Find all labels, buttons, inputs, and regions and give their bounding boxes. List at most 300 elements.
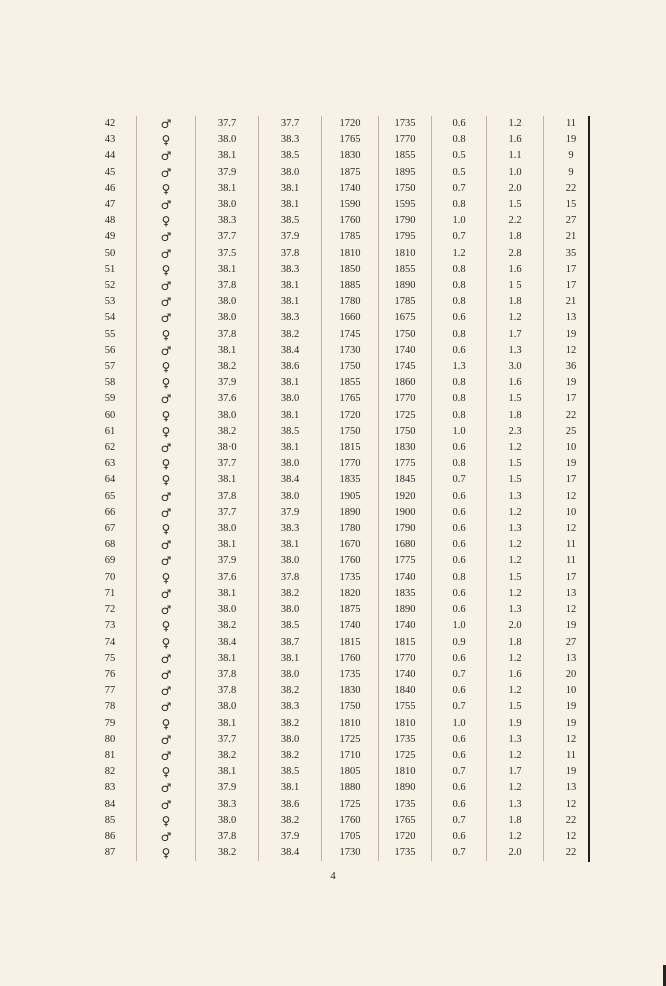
table-cell: 17 <box>565 474 577 486</box>
table-cell: 21 <box>565 231 577 243</box>
table-row <box>84 764 598 780</box>
table-cell: 1830 <box>322 683 379 699</box>
table-cell: ♀ <box>137 635 196 651</box>
table-cell: 1.0 <box>432 716 487 732</box>
table-cell: 0.6 <box>432 748 487 764</box>
table-row <box>84 197 598 213</box>
table-cell: 54 <box>84 310 137 326</box>
table-right-border <box>588 116 590 862</box>
table-cell: 38.0 <box>259 553 322 569</box>
table-cell: 45 <box>84 165 137 181</box>
table-cell: 38.1 <box>196 764 259 780</box>
table-cell: 0.6 <box>432 553 487 569</box>
table-cell: 82 <box>84 764 137 780</box>
table-cell: 86 <box>84 829 137 845</box>
table-cell: ♂ <box>137 748 196 764</box>
table-cell: 37.8 <box>259 570 322 586</box>
table-cell: 38.1 <box>259 651 322 667</box>
table-row <box>84 829 598 845</box>
table-cell: 60 <box>84 408 137 424</box>
table-cell: 1810 <box>379 764 432 780</box>
table-cell: 43 <box>84 132 137 148</box>
table-cell: 38.6 <box>259 359 322 375</box>
table-cell: ♂ <box>137 310 196 326</box>
table-cell: 71 <box>84 586 137 602</box>
table-cell: 0.8 <box>432 262 487 278</box>
table-cell: 0.8 <box>432 132 487 148</box>
table-cell: 38.2 <box>196 845 259 861</box>
table-cell: 48 <box>84 213 137 229</box>
table-cell: 1.8 <box>487 813 544 829</box>
table-cell: 0.7 <box>432 699 487 715</box>
table-cell: 38.0 <box>259 667 322 683</box>
table-cell: 0.6 <box>432 343 487 359</box>
table-cell: 38.2 <box>259 813 322 829</box>
table-cell: 87 <box>84 845 137 861</box>
table-cell: 78 <box>84 699 137 715</box>
table-cell: 84 <box>84 797 137 813</box>
table-cell: 1.2 <box>487 780 544 796</box>
table-cell: 38.2 <box>259 586 322 602</box>
table-cell: 11 <box>565 555 577 567</box>
table-cell: 38.2 <box>259 683 322 699</box>
table-cell: 2.0 <box>487 845 544 861</box>
table-row <box>84 586 598 602</box>
table-cell: 38.0 <box>196 294 259 310</box>
table-cell: 1725 <box>322 732 379 748</box>
table-cell: 17 <box>565 280 577 292</box>
table-cell: 1810 <box>322 716 379 732</box>
table-cell: 79 <box>84 716 137 732</box>
table-cell: ♂ <box>137 246 196 262</box>
table-cell: 1.5 <box>487 472 544 488</box>
table-cell: 1740 <box>379 343 432 359</box>
table-cell: 38.1 <box>196 586 259 602</box>
table-row <box>84 797 598 813</box>
table-cell: 38.3 <box>259 310 322 326</box>
table-cell: 0.6 <box>432 310 487 326</box>
table-cell: 38.0 <box>196 521 259 537</box>
table-cell: ♂ <box>137 797 196 813</box>
table-cell: 2.0 <box>487 618 544 634</box>
table-cell: 1760 <box>322 651 379 667</box>
table-cell: 37.9 <box>259 229 322 245</box>
table-cell: 1750 <box>322 699 379 715</box>
table-cell: 1.0 <box>432 618 487 634</box>
table-cell: 1745 <box>379 359 432 375</box>
table-cell: 1735 <box>379 732 432 748</box>
table-cell: 13 <box>565 312 577 324</box>
table-cell: 1770 <box>322 456 379 472</box>
table-cell: 1765 <box>322 391 379 407</box>
table-cell: 1740 <box>322 181 379 197</box>
table-cell: 38.5 <box>259 618 322 634</box>
table-cell: 38.5 <box>259 148 322 164</box>
table-cell: 12 <box>565 604 577 616</box>
table-cell: 1805 <box>322 764 379 780</box>
table-cell: 1.2 <box>487 748 544 764</box>
table-row <box>84 602 598 618</box>
table-row <box>84 456 598 472</box>
table-cell: 17 <box>565 263 577 275</box>
table-cell: 0.9 <box>432 635 487 651</box>
table-cell: 11 <box>565 539 577 551</box>
table-cell: 20 <box>565 668 577 680</box>
table-cell: 1895 <box>379 165 432 181</box>
table-cell: ♀ <box>137 456 196 472</box>
table-row <box>84 440 598 456</box>
table-cell: 0.8 <box>432 294 487 310</box>
table-cell: 38.2 <box>196 359 259 375</box>
table-cell: 0.6 <box>432 780 487 796</box>
table-cell: 68 <box>84 537 137 553</box>
table-cell: 61 <box>84 424 137 440</box>
table-cell: 1765 <box>322 132 379 148</box>
table-cell: 19 <box>565 766 577 778</box>
table-cell: ♀ <box>137 262 196 278</box>
table-cell: 49 <box>84 229 137 245</box>
table-cell: 1775 <box>379 553 432 569</box>
data-table <box>84 116 598 861</box>
table-cell: 51 <box>84 262 137 278</box>
table-cell: 12 <box>565 798 577 810</box>
table-cell: 1.0 <box>487 165 544 181</box>
table-cell: 13 <box>565 587 577 599</box>
table-cell: 19 <box>565 701 577 713</box>
table-cell: 38.4 <box>259 343 322 359</box>
table-cell: 19 <box>565 134 577 146</box>
table-cell: ♂ <box>137 505 196 521</box>
table-cell: 38.1 <box>196 181 259 197</box>
table-cell: ♂ <box>137 343 196 359</box>
table-cell: 1745 <box>322 327 379 343</box>
table-cell: ♀ <box>137 132 196 148</box>
table-cell: 1.2 <box>487 829 544 845</box>
table-cell: 1810 <box>322 246 379 262</box>
table-cell: 0.6 <box>432 586 487 602</box>
table-cell: 0.8 <box>432 375 487 391</box>
table-cell: 1735 <box>379 116 432 132</box>
table-cell: 1760 <box>322 213 379 229</box>
table-cell: 37.8 <box>259 246 322 262</box>
table-cell: ♂ <box>137 116 196 132</box>
data-table-container <box>84 116 590 862</box>
table-row <box>84 165 598 181</box>
table-cell: ♂ <box>137 683 196 699</box>
table-cell: 38.1 <box>259 537 322 553</box>
table-cell: 0.6 <box>432 489 487 505</box>
table-cell: 37.7 <box>196 456 259 472</box>
table-cell: 3.0 <box>487 359 544 375</box>
table-row <box>84 813 598 829</box>
table-cell: 0.5 <box>432 148 487 164</box>
table-cell: 38.2 <box>259 716 322 732</box>
table-cell: 1660 <box>322 310 379 326</box>
table-cell: 81 <box>84 748 137 764</box>
table-cell: 1.2 <box>487 683 544 699</box>
table-cell: 37.7 <box>196 229 259 245</box>
table-cell: 11 <box>565 118 577 129</box>
table-cell: 56 <box>84 343 137 359</box>
table-row <box>84 359 598 375</box>
table-cell: 1810 <box>379 716 432 732</box>
table-cell: ♀ <box>137 327 196 343</box>
table-cell: 1790 <box>379 521 432 537</box>
table-cell: 1.6 <box>487 262 544 278</box>
table-cell: 66 <box>84 505 137 521</box>
table-cell: ♀ <box>137 521 196 537</box>
table-cell: 0.8 <box>432 278 487 294</box>
table-cell: 38.1 <box>259 408 322 424</box>
table-cell: 1.6 <box>487 132 544 148</box>
table-cell: 38.3 <box>259 262 322 278</box>
table-cell: 0.6 <box>432 116 487 132</box>
table-cell: 38.0 <box>259 602 322 618</box>
table-cell: ♂ <box>137 440 196 456</box>
table-cell: 42 <box>84 116 137 132</box>
table-cell: 0.6 <box>432 651 487 667</box>
table-cell: 38.2 <box>196 748 259 764</box>
table-cell: 38.1 <box>196 148 259 164</box>
table-cell: 10 <box>565 685 577 697</box>
table-cell: 1740 <box>379 667 432 683</box>
table-cell: 0.7 <box>432 229 487 245</box>
table-cell: 1725 <box>322 797 379 813</box>
table-row <box>84 375 598 391</box>
table-row <box>84 181 598 197</box>
table-cell: 1.1 <box>487 148 544 164</box>
table-cell: 0.6 <box>432 505 487 521</box>
table-cell: 1.2 <box>487 116 544 132</box>
table-cell: 1890 <box>379 278 432 294</box>
table-cell: 0.8 <box>432 456 487 472</box>
table-cell: 37.7 <box>196 505 259 521</box>
table-row <box>84 521 598 537</box>
table-cell: 1850 <box>322 262 379 278</box>
table-cell: 38.0 <box>196 197 259 213</box>
table-cell: 0.7 <box>432 667 487 683</box>
table-cell: 37.8 <box>196 489 259 505</box>
table-cell: 62 <box>84 440 137 456</box>
table-cell: ♀ <box>137 472 196 488</box>
table-cell: 1880 <box>322 780 379 796</box>
table-cell: 1765 <box>379 813 432 829</box>
table-cell: 1.8 <box>487 408 544 424</box>
table-cell: 2.0 <box>487 181 544 197</box>
table-cell: 1885 <box>322 278 379 294</box>
table-cell: 38.4 <box>259 845 322 861</box>
table-cell: 1.7 <box>487 764 544 780</box>
table-cell: 38.1 <box>259 278 322 294</box>
table-cell: 57 <box>84 359 137 375</box>
table-cell: 27 <box>565 636 577 648</box>
table-cell: 1815 <box>322 635 379 651</box>
table-cell: ♂ <box>137 148 196 164</box>
table-cell: 37.9 <box>259 829 322 845</box>
table-cell: 38.5 <box>259 213 322 229</box>
table-cell: 12 <box>565 344 577 356</box>
table-cell: 0.6 <box>432 537 487 553</box>
table-cell: 38.2 <box>259 327 322 343</box>
table-cell: 2.3 <box>487 424 544 440</box>
table-cell: 0.7 <box>432 472 487 488</box>
table-cell: 1.2 <box>487 440 544 456</box>
table-cell: 15 <box>565 199 577 211</box>
table-cell: 1.8 <box>487 294 544 310</box>
table-cell: 1835 <box>322 472 379 488</box>
table-cell: 1.0 <box>432 424 487 440</box>
table-cell: 38.0 <box>259 165 322 181</box>
table-cell: 19 <box>565 328 577 340</box>
table-cell: 1770 <box>379 651 432 667</box>
table-cell: ♀ <box>137 424 196 440</box>
table-cell: 1.3 <box>487 489 544 505</box>
table-row <box>84 213 598 229</box>
table-cell: 38.1 <box>196 651 259 667</box>
table-cell: 55 <box>84 327 137 343</box>
table-cell: 0.7 <box>432 764 487 780</box>
table-cell: ♀ <box>137 570 196 586</box>
table-cell: ♂ <box>137 829 196 845</box>
table-cell: 38.2 <box>196 618 259 634</box>
table-cell: 38.0 <box>196 813 259 829</box>
table-cell: 72 <box>84 602 137 618</box>
table-cell: 1.3 <box>432 359 487 375</box>
table-cell: 38.0 <box>196 699 259 715</box>
table-cell: 1735 <box>322 570 379 586</box>
table-cell: 38.1 <box>259 294 322 310</box>
table-cell: 0.7 <box>432 813 487 829</box>
table-cell: 83 <box>84 780 137 796</box>
table-row <box>84 780 598 796</box>
table-row <box>84 553 598 569</box>
table-cell: 1.3 <box>487 732 544 748</box>
table-cell: 1725 <box>379 408 432 424</box>
table-cell: 19 <box>565 620 577 632</box>
table-cell: 1.2 <box>487 651 544 667</box>
table-row <box>84 699 598 715</box>
table-cell: 17 <box>565 571 577 583</box>
table-cell: 1835 <box>379 586 432 602</box>
table-cell: 38.3 <box>196 797 259 813</box>
table-cell: 1760 <box>322 553 379 569</box>
table-cell: 1770 <box>379 132 432 148</box>
table-cell: 0.6 <box>432 683 487 699</box>
table-cell: 38.3 <box>259 132 322 148</box>
table-cell: 1890 <box>379 602 432 618</box>
table-cell: 1855 <box>379 262 432 278</box>
table-cell: ♂ <box>137 780 196 796</box>
table-cell: 1830 <box>379 440 432 456</box>
table-row <box>84 391 598 407</box>
table-cell: ♂ <box>137 165 196 181</box>
page-number: 4 <box>330 870 336 882</box>
table-cell: 38.1 <box>259 440 322 456</box>
table-cell: 1.5 <box>487 197 544 213</box>
table-cell: 1740 <box>379 618 432 634</box>
table-row <box>84 278 598 294</box>
table-cell: 27 <box>565 215 577 227</box>
table-row <box>84 570 598 586</box>
table-cell: 38.3 <box>196 213 259 229</box>
table-cell: 0.8 <box>432 570 487 586</box>
table-cell: 1815 <box>322 440 379 456</box>
table-cell: 1830 <box>322 148 379 164</box>
table-cell: 19 <box>565 717 577 729</box>
table-cell: 22 <box>565 409 577 421</box>
table-cell: 11 <box>565 749 577 761</box>
table-cell: 38.1 <box>196 262 259 278</box>
table-cell: 19 <box>565 458 577 470</box>
table-cell: 52 <box>84 278 137 294</box>
table-cell: 77 <box>84 683 137 699</box>
table-cell: 0.6 <box>432 732 487 748</box>
table-cell: ♂ <box>137 651 196 667</box>
table-cell: 1840 <box>379 683 432 699</box>
table-cell: 1845 <box>379 472 432 488</box>
table-row <box>84 716 598 732</box>
table-cell: 38.5 <box>259 424 322 440</box>
table-cell: 37.7 <box>259 116 322 132</box>
table-cell: 1740 <box>379 570 432 586</box>
table-cell: 1875 <box>322 165 379 181</box>
table-cell: 13 <box>565 652 577 664</box>
table-cell: 0.7 <box>432 181 487 197</box>
table-cell: 0.8 <box>432 327 487 343</box>
table-cell: 1785 <box>322 229 379 245</box>
table-cell: 9 <box>568 166 574 178</box>
table-cell: 38.1 <box>259 181 322 197</box>
table-cell: 53 <box>84 294 137 310</box>
table-cell: 1740 <box>322 618 379 634</box>
table-cell: 1780 <box>322 294 379 310</box>
table-cell: 1890 <box>322 505 379 521</box>
table-cell: 1.2 <box>487 310 544 326</box>
table-row <box>84 537 598 553</box>
table-cell: 1810 <box>379 246 432 262</box>
table-cell: 13 <box>565 782 577 794</box>
table-cell: 0.8 <box>432 408 487 424</box>
table-cell: 38.0 <box>259 456 322 472</box>
table-cell: 1.2 <box>432 246 487 262</box>
table-cell: 37.9 <box>196 553 259 569</box>
table-row <box>84 618 598 634</box>
table-cell: 37.6 <box>196 570 259 586</box>
table-cell: 1750 <box>379 327 432 343</box>
table-cell: 17 <box>565 393 577 405</box>
table-cell: 37.8 <box>196 667 259 683</box>
table-cell: 38.6 <box>259 797 322 813</box>
table-cell: 1.3 <box>487 343 544 359</box>
table-row <box>84 505 598 521</box>
table-cell: 37.9 <box>259 505 322 521</box>
table-cell: 46 <box>84 181 137 197</box>
table-row <box>84 343 598 359</box>
table-cell: 10 <box>565 442 577 454</box>
table-cell: 0.8 <box>432 391 487 407</box>
table-cell: 19 <box>565 377 577 389</box>
table-cell: ♂ <box>137 197 196 213</box>
table-cell: 22 <box>565 182 577 194</box>
table-cell: 70 <box>84 570 137 586</box>
table-row <box>84 262 598 278</box>
table-cell: 38.0 <box>196 310 259 326</box>
table-cell: 1.3 <box>487 797 544 813</box>
table-cell: ♀ <box>137 375 196 391</box>
table-cell: ♂ <box>137 586 196 602</box>
table-cell: 1675 <box>379 310 432 326</box>
table-row <box>84 651 598 667</box>
